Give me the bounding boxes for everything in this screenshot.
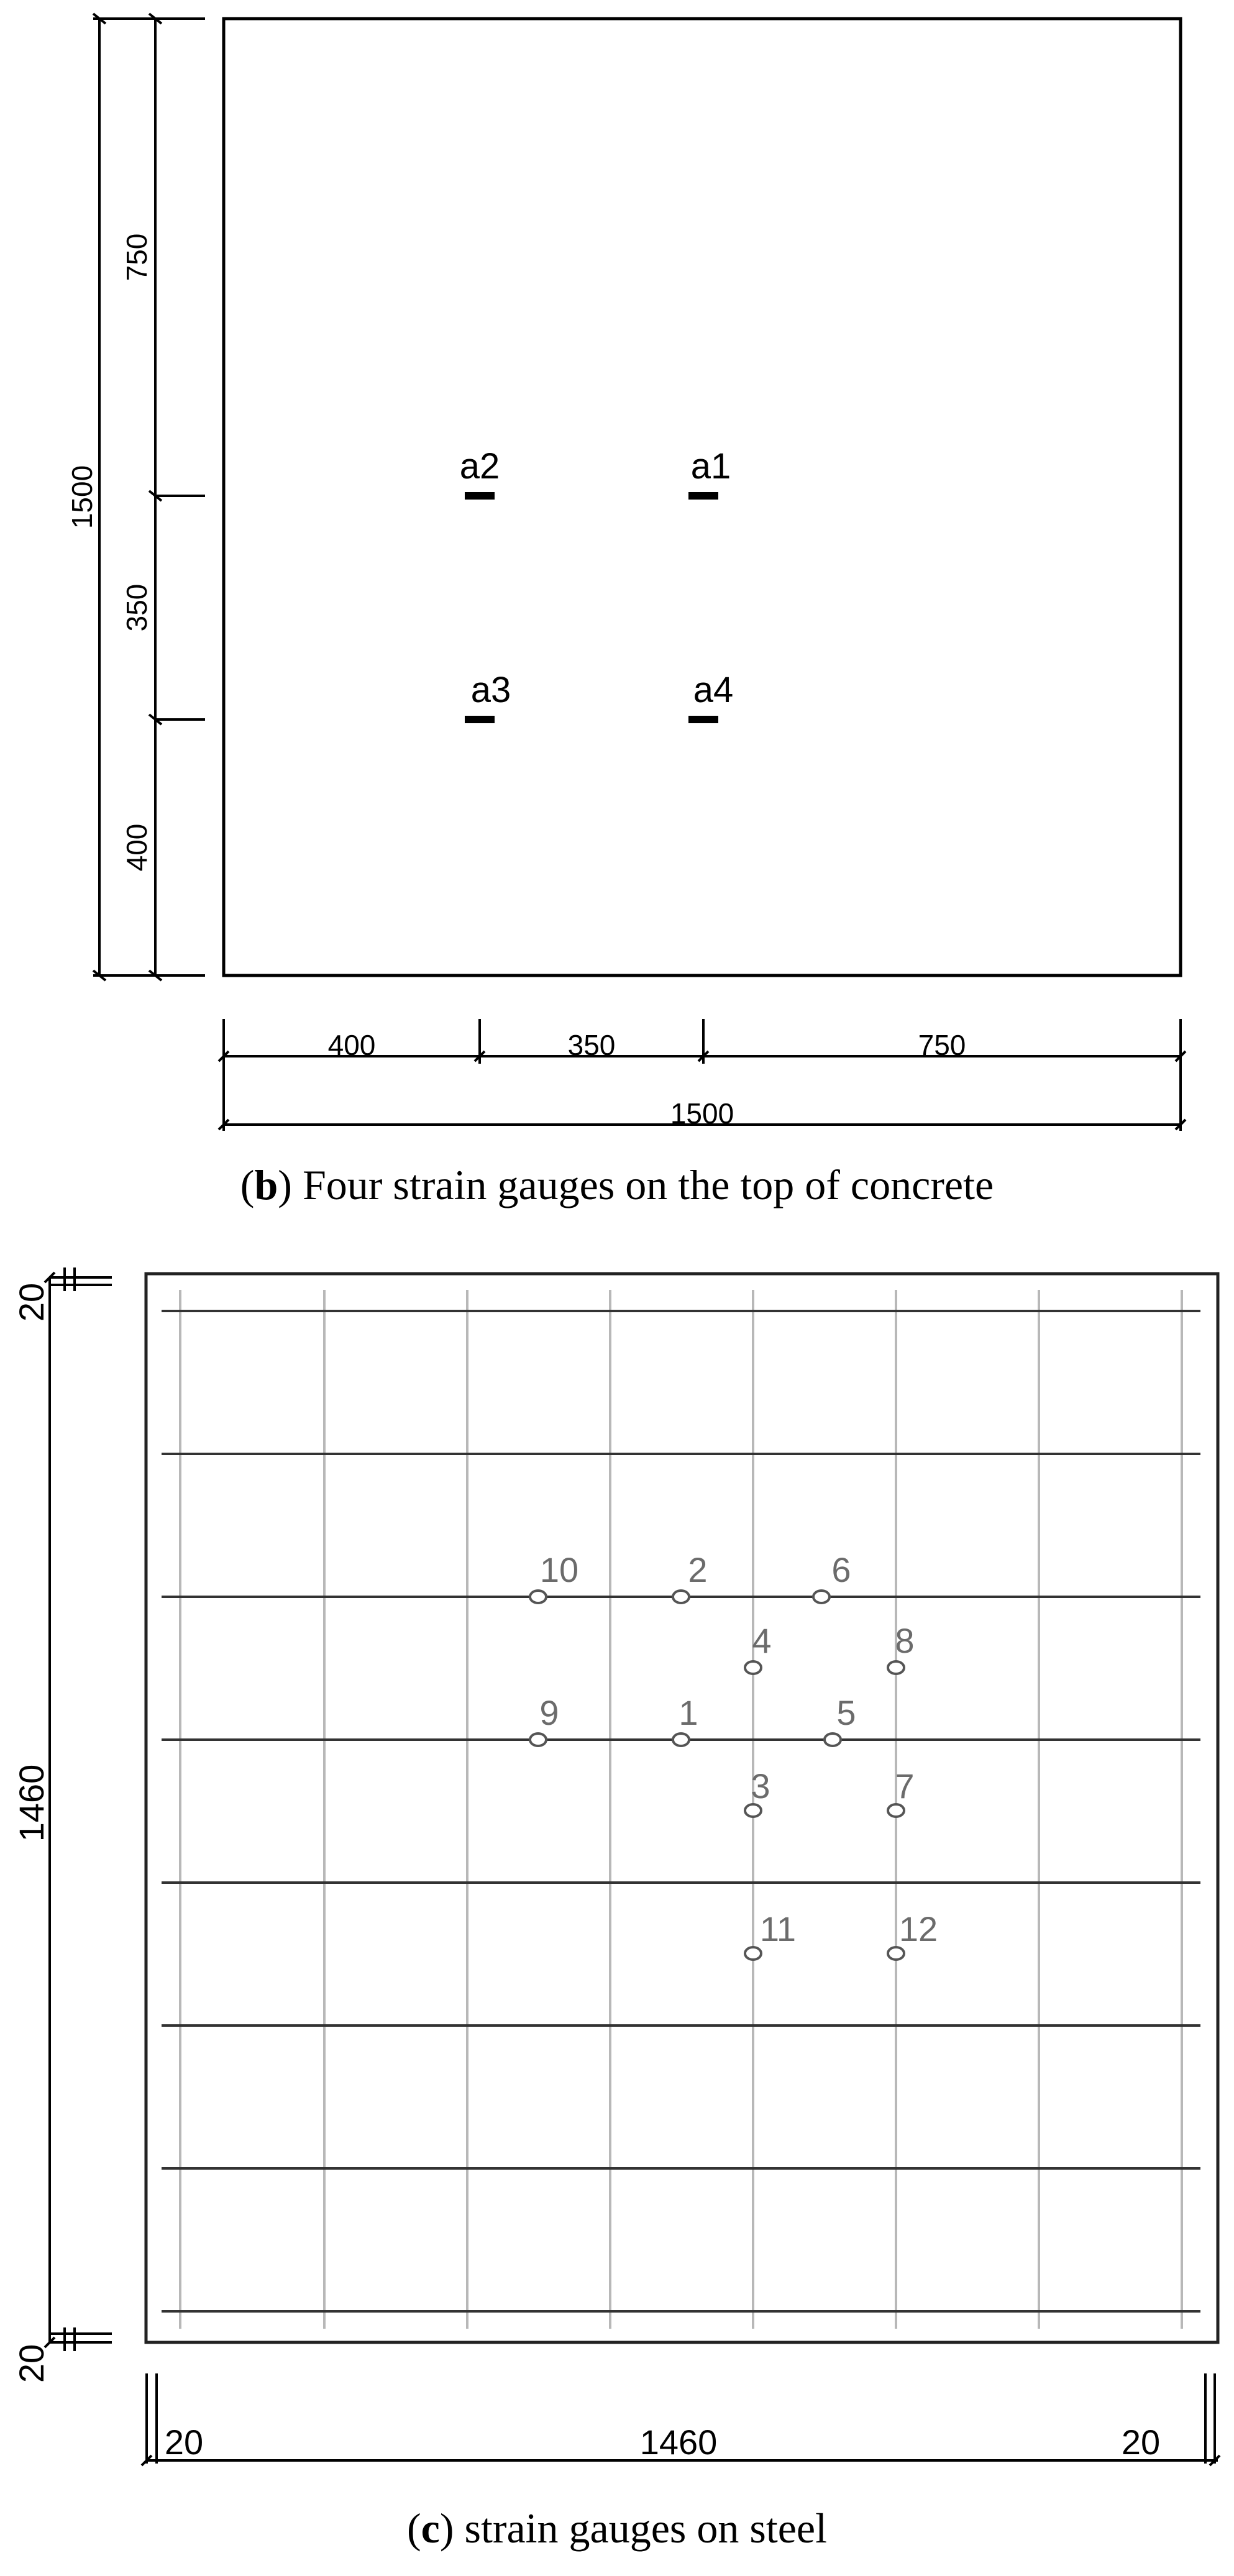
dim-bottom-350: 350: [567, 1029, 616, 1061]
steel-gauge-8-label: 8: [895, 1621, 915, 1660]
steel-gauge-3-label: 3: [751, 1766, 770, 1806]
steel-dim-bottom-1460: 1460: [639, 2423, 718, 2462]
steel-gauge-9-marker: [530, 1733, 546, 1746]
steel-gauge-4-label: 4: [752, 1621, 772, 1660]
steel-gauge-12-marker: [888, 1947, 904, 1960]
steel-gauge-11-label: 11: [759, 1909, 797, 1948]
panel-b-concrete-top: [66, 14, 1186, 1131]
panel-b-caption-letter: b: [254, 1161, 278, 1208]
dim-left-350: 350: [121, 583, 153, 632]
panel-c-caption-letter: c: [421, 2505, 440, 2552]
steel-gauge-6-marker: [813, 1591, 830, 1603]
steel-gauge-8-marker: [888, 1661, 904, 1674]
panel-b-caption-text: Four strain gauges on the top of concrete: [302, 1161, 994, 1208]
steel-gauge-7-label: 7: [895, 1766, 915, 1806]
steel-gauge-12-label: 12: [898, 1909, 938, 1948]
steel-gauge-2-label: 2: [688, 1550, 708, 1589]
steel-gauge-5-label: 5: [836, 1693, 856, 1732]
panel-c-caption-text: strain gauges on steel: [464, 2505, 827, 2552]
panel-b-caption: (b) Four strain gauges on the top of concrete: [240, 1161, 994, 1208]
gauge-a2-label: a2: [459, 446, 500, 486]
gauge-a2-marker: [465, 492, 495, 500]
panel-c-steel-mesh: [12, 1267, 1220, 2465]
gauge-a3-label: a3: [470, 670, 511, 710]
steel-gauge-10-marker: [530, 1591, 546, 1603]
horizontal-rebar-group: [162, 1311, 1200, 2311]
dim-left-400: 400: [121, 823, 153, 872]
dim-bottom-400: 400: [327, 1029, 376, 1061]
panel-c-caption: (c) strain gauges on steel: [406, 2505, 827, 2552]
steel-left-dimension: [45, 1267, 112, 2351]
gauge-a1-label: a1: [690, 446, 731, 486]
steel-gauge-6-label: 6: [831, 1550, 851, 1589]
steel-slab-outline: [146, 1274, 1218, 2342]
dim-left-750: 750: [121, 233, 153, 281]
steel-gauge-7-marker: [888, 1804, 904, 1817]
steel-gauge-1-marker: [673, 1733, 689, 1746]
steel-gauge-4-marker: [745, 1661, 761, 1674]
dim-left-total-1500: 1500: [66, 465, 98, 529]
dim-bottom-750: 750: [918, 1029, 966, 1061]
steel-gauge-group: [530, 1591, 904, 1960]
steel-gauge-2-marker: [673, 1591, 689, 1603]
steel-gauge-10-label: 10: [539, 1550, 579, 1589]
steel-dim-bottom-left-20: 20: [164, 2423, 204, 2462]
steel-dim-left-1460: 1460: [12, 1764, 51, 1842]
gauge-a1-marker: [688, 492, 718, 500]
gauge-a4-label: a4: [693, 670, 734, 710]
dim-bottom-total-1500: 1500: [670, 1097, 734, 1130]
gauge-a3-marker: [465, 716, 495, 723]
gauge-a4-marker: [688, 716, 718, 723]
steel-gauge-11-marker: [745, 1947, 761, 1960]
steel-dim-left-bottom-20: 20: [12, 2344, 51, 2383]
vertical-rebar-group: [180, 1290, 1182, 2329]
steel-gauge-3-marker: [745, 1804, 761, 1817]
steel-dim-bottom-right-20: 20: [1121, 2423, 1161, 2462]
steel-dim-left-top-20: 20: [12, 1282, 51, 1322]
steel-gauge-5-marker: [825, 1733, 841, 1746]
steel-gauge-9-label: 9: [539, 1693, 559, 1732]
steel-gauge-1-label: 1: [679, 1693, 698, 1732]
